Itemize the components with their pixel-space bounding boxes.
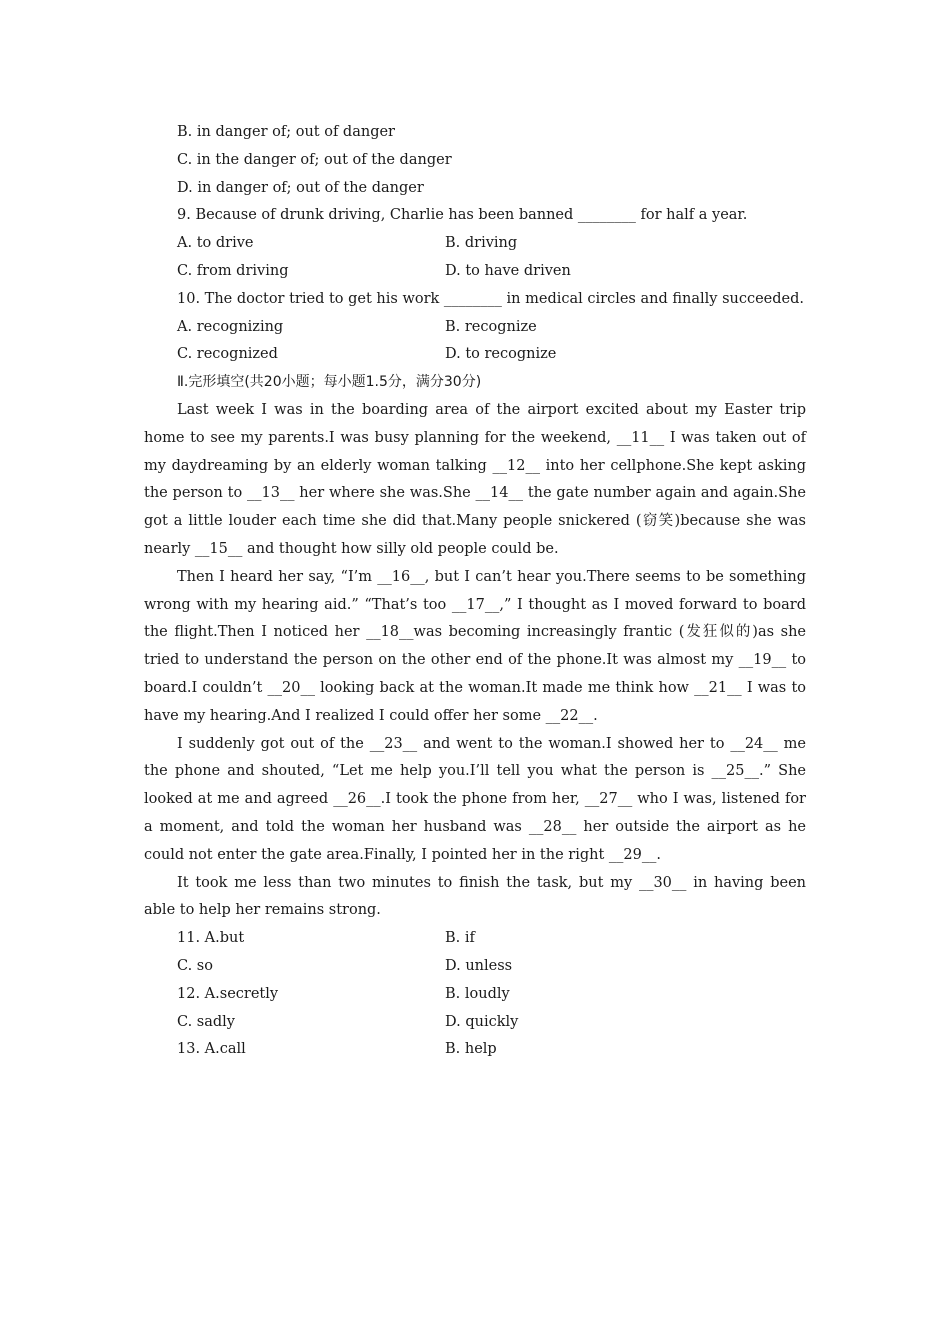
q9-option-d: D. to have driven (445, 262, 571, 279)
q9-options-row-2 (144, 258, 806, 286)
q11-option-d: D. unless (445, 957, 513, 974)
q12-options-row-2 (144, 1009, 806, 1037)
q12-option-c: C. sadly (177, 1013, 235, 1030)
q8-option-c: C. in the danger of; out of the danger (177, 151, 452, 168)
q11-option-b: B. if (445, 930, 475, 947)
q9-option-b: B. driving (445, 235, 518, 252)
q12-option-b: B. loudly (445, 985, 510, 1002)
q13-options-row-1 (144, 1036, 806, 1064)
passage-paragraph-2: Then I heard her say, “I’m __16__, but I can’t hear you.There seems to be something wrong with my hearing aid.” “That’s too __17__,” I thought as I moved forward to board the flight.Then I noticed her __18__was becoming increasingly frantic (发狂似的)as she tried to understand the person on the other end of the phone.It was almost my __19__ to board.I couldn’t __20__ looking back at the woman.It made me think how __21__ I was to have my hearing.And I realized I could offer her some __22__. (144, 568, 806, 724)
passage-paragraph-4: It took me less than two minutes to finish the task, but my __30__ in having been able to help her remains strong. (144, 874, 806, 919)
q9-option-c: C. from driving (177, 262, 289, 279)
q12-option-a: 12. A.secretly (177, 985, 279, 1002)
document-content (144, 119, 806, 1064)
q9-option-a: A. to drive (177, 235, 254, 252)
q13-option-b: B. help (445, 1041, 497, 1058)
section-2-title: Ⅱ.完形填空(共20小题；每小题1.5分，满分30分) (177, 374, 482, 391)
q10-option-b: B. recognize (445, 318, 537, 335)
q11-options-row-1 (144, 925, 806, 953)
q10-options-row-2 (144, 341, 806, 369)
q10-option-c: C. recognized (177, 346, 278, 363)
passage-paragraph-3: I suddenly got out of the __23__ and went to the woman.I showed her to __24__ me the phone and shouted, “Let me help you.I’ll tell you what the person is __25__.” She looked at me and agreed __26__.I took the phone from her, __27__ who I was, listened for a moment, and told the woman her husband was __28__ her outside the airport as he could not enter the gate area.Finally, I pointed her in the right __29__. (144, 735, 806, 863)
q13-option-a: 13. A.call (177, 1041, 246, 1058)
q10-stem: 10. The doctor tried to get his work ________ in medical circles and finally succeeded. (177, 290, 805, 307)
passage-paragraph-1: Last week I was in the boarding area of the airport excited about my Easter trip home to see my parents.I was busy planning for the weekend, __11__ I was taken out of my daydreaming by an elderly woman talking __12__ into her cellphone.She kept asking the person to __13__ her where she was.She __14__ the gate number again and again.She got a little louder each time she did that.Many people snickered (窃笑)because she was nearly __15__ and thought how silly old people could be. (144, 401, 806, 557)
q11-option-a: 11. A.but (177, 930, 245, 947)
q8-option-d: D. in danger of; out of the danger (177, 179, 424, 196)
q9-options-row-1 (144, 230, 806, 258)
q10-option-d: D. to recognize (445, 346, 557, 363)
q9-stem: 9. Because of drunk driving, Charlie has been banned ________ for half a year. (177, 207, 748, 224)
q12-option-d: D. quickly (445, 1013, 519, 1030)
q10-options-row-1 (144, 314, 806, 342)
q10-option-a: A. recognizing (177, 318, 284, 335)
q12-options-row-1 (144, 981, 806, 1009)
q11-options-row-2 (144, 953, 806, 981)
q11-option-c: C. so (177, 957, 213, 974)
q8-option-b: B. in danger of; out of danger (177, 124, 395, 140)
